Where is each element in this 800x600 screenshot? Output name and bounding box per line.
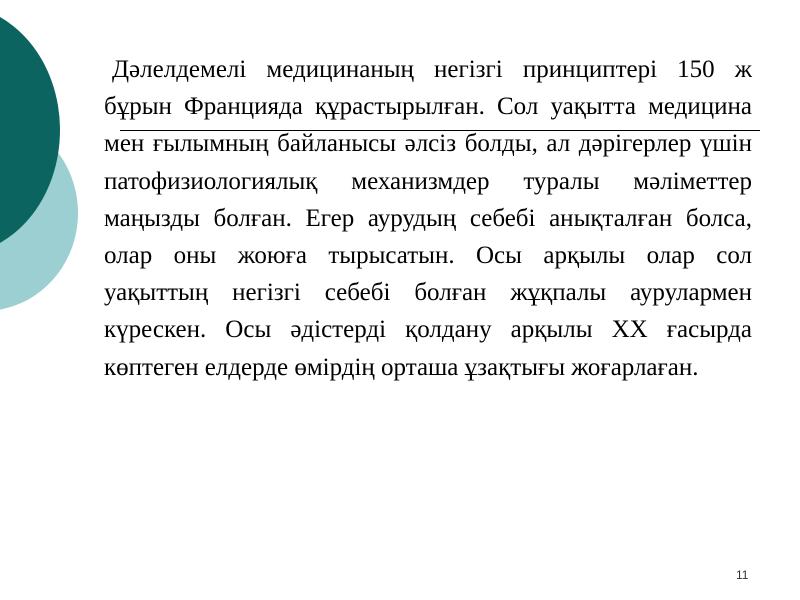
slide-page-number: 11 [736,568,749,582]
slide-body-text: Дәлелдемелі медицинаның негізгі принциптері 150 ж бұрын Францияда құрастырылған. Сол уақытта медицина мен ғылымның байланысы әлсіз болды, ал дәрігерлер үшін патофизиологиялық механизмдер туралы мәліметтер маңызды болған. Егер аурудың себебі анықталған болса, олар оны жоюға тырысатын. Осы арқылы олар сол уақыттың негізгі себебі болған жұқпалы аурулармен күрескен. Осы әдістерді қолдану арқылы ХХ ғасырда көптеген елдерде өмірдің орташа ұзақтығы жоғарлаған. [104,56,752,381]
